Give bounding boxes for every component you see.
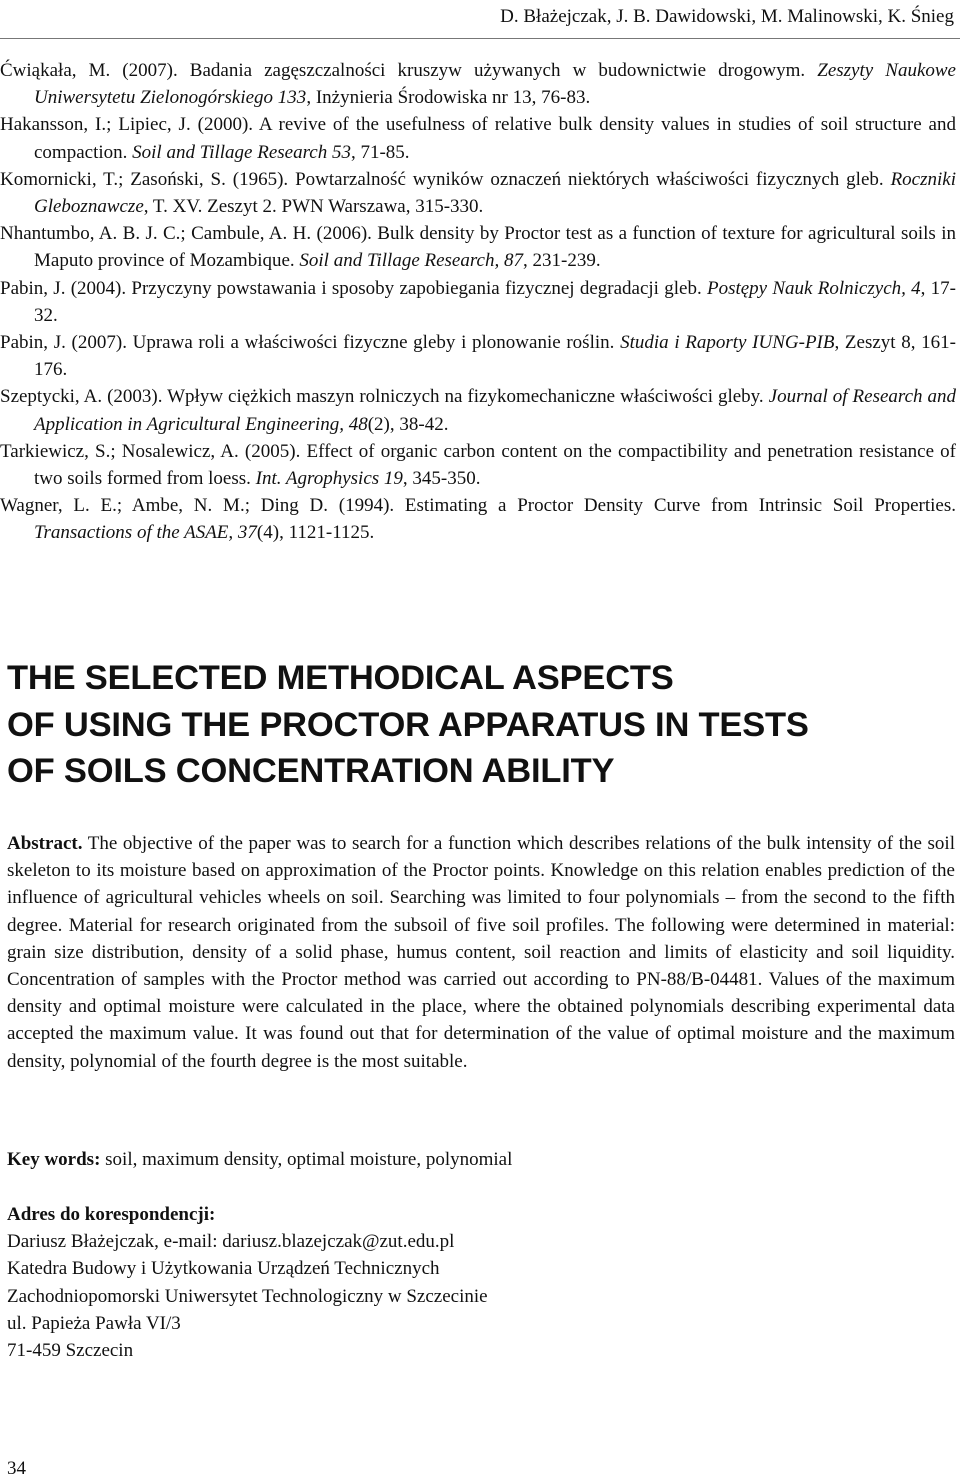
title-line: THE SELECTED METHODICAL ASPECTS	[7, 659, 674, 697]
address-line: 71-459 Szczecin	[7, 1340, 134, 1362]
references-list	[0, 57, 956, 547]
paper-title	[7, 655, 809, 795]
reference-item: Tarkiewicz, S.; Nosalewicz, A. (2005). Effect of organic carbon content on the compactibility and penetration resistance of two soils formed from loess. Int. Agrophysics 19, 345-350.	[0, 440, 956, 490]
keywords-text: soil, maximum density, optimal moisture, polynomial	[100, 1149, 513, 1170]
running-header-authors: D. Błażejczak, J. B. Dawidowski, M. Malinowski, K. Śnieg	[500, 6, 954, 27]
page-number: 34	[7, 1458, 26, 1479]
header-rule	[0, 38, 960, 39]
reference-item: Komornicki, T.; Zasoński, S. (1965). Powtarzalność wyników oznaczeń niektórych właściwości fizycznych gleb. Roczniki Gleboznawcze, T. XV. Zeszyt 2. PWN Warszawa, 315-330.	[0, 168, 956, 218]
address-line: ul. Papieża Pawła VI/3	[7, 1312, 181, 1334]
reference-item: Szeptycki, A. (2003). Wpływ ciężkich maszyn rolniczych na fizykomechaniczne właściwości gleby. Journal of Research and Application in Agricultural Engineering, 48(2), 38-42.	[0, 386, 957, 435]
reference-item: Hakansson, I.; Lipiec, J. (2000). A revive of the usefulness of relative bulk density values in studies of soil structure and compaction. Soil and Tillage Research 53, 71-85.	[0, 114, 956, 163]
abstract-text: The objective of the paper was to search for a function which describes relations of the bulk intensity of the soil skeleton to its moisture based on approximation of the Proctor points. Knowledge on this relation enables prediction of the influence of agricultural vehicles wheels on soil. Searching was limited to four polynomials – from the second to the fifth degree. Material for research originated from the subsoil of five soil profiles. The following were determined in material: grain size distribution, density of a solid phase, humus content, soil reaction and limits of elasticity and soil liquidity. Concentration of samples with the Proctor method was carried out according to PN-88/B-04481. Values of the maximum density and optimal moisture were calculated in the place, where the obtained polynomials describing experimental data accepted the maximum value. It was found out that for determination of the value of optimal moisture and the maximum density, polynomial of the fourth degree is the most suitable.	[7, 833, 955, 1072]
keywords-label: Key words:	[7, 1149, 101, 1170]
address-line: Katedra Budowy i Użytkowania Urządzeń Technicznych	[7, 1258, 440, 1280]
address-line: Dariusz Błażejczak, e-mail: dariusz.blazejczak@zut.edu.pl	[7, 1231, 455, 1253]
reference-item: Wagner, L. E.; Ambe, N. M.; Ding D. (1994). Estimating a Proctor Density Curve from Intrinsic Soil Properties. Transactions of the ASAE, 37(4), 1121-1125.	[0, 495, 956, 544]
reference-item: Pabin, J. (2004). Przyczyny powstawania i sposoby zapobiegania fizycznej degradacji gleb. Postępy Nauk Rolniczych, 4, 17-32.	[0, 277, 957, 326]
address-line: Zachodniopomorski Uniwersytet Technologiczny w Szczecinie	[7, 1285, 488, 1307]
title-line: OF SOILS CONCENTRATION ABILITY	[7, 752, 615, 790]
reference-item: Nhantumbo, A. B. J. C.; Cambule, A. H. (2006). Bulk density by Proctor test as a function of texture for agricultural soils in Maputo province of Mozambique. Soil and Tillage Research, 87, 231-239.	[0, 223, 956, 272]
address-label: Adres do korespondencji:	[7, 1204, 216, 1225]
abstract-label: Abstract.	[7, 833, 83, 854]
title-line: OF USING THE PROCTOR APPARATUS IN TESTS	[7, 705, 809, 744]
reference-item: Pabin, J. (2007). Uprawa roli a właściwości fizyczne gleby i plonowanie roślin. Studia i Raporty IUNG-PIB, Zeszyt 8, 161-176.	[0, 332, 956, 381]
keywords	[7, 1146, 512, 1173]
correspondence-address	[7, 1201, 488, 1364]
reference-item: Ćwiąkała, M. (2007). Badania zagęszczalności kruszyw używanych w budownictwie drogowym. Zeszyty Naukowe Uniwersytetu Zielonogórskiego 133, Inżynieria Środowiska nr 13, 76-83.	[0, 60, 956, 109]
abstract	[7, 830, 955, 1075]
